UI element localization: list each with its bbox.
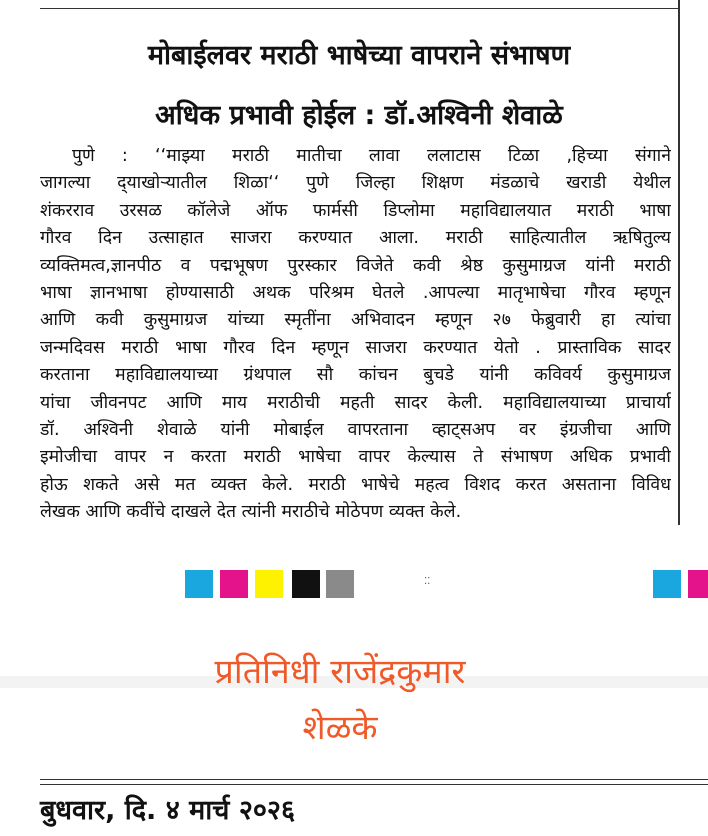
article-headline bbox=[40, 26, 678, 146]
swatch-cyan-right bbox=[653, 570, 681, 598]
headline-line-2: अधिक प्रभावी होईल : डॉ.अश्विनी शेवाळे bbox=[155, 100, 563, 131]
article-line: डॉ. अश्विनी शेवाळे यांनी मोबाईल वापरताना व्हाट्सअप वर इंग्रजीचा आणि bbox=[40, 420, 671, 441]
article-line: व्यक्तिमत्व,ज्ञानपीठ व पद्मभूषण पुरस्कार विजेते कवी श्रेष्ठ कुसुमाग्रज यांनी मराठी bbox=[40, 255, 671, 276]
color-registration-strip bbox=[0, 570, 708, 600]
article-line: इमोजीचा वापर न करता मराठी भाषेचा वापर केल्यास ते संभाषण अधिक प्रभावी bbox=[40, 447, 671, 468]
credit-line-1: प्रतिनिधी राजेंद्रकुमार bbox=[214, 652, 466, 692]
swatch-magenta-right bbox=[688, 570, 708, 598]
article-line: जन्मदिवस मराठी भाषा गौरव दिन म्हणून साजरा करण्यात येतो . प्रास्ताविक सादर bbox=[40, 337, 671, 358]
credit-line-2: शेळके bbox=[302, 708, 378, 748]
top-border bbox=[40, 8, 678, 9]
footer-rule-upper bbox=[40, 779, 708, 780]
swatch-magenta bbox=[220, 570, 248, 598]
article-line: शंकरराव उरसळ कॉलेजे ऑफ फार्मसी डिप्लोमा महाविद्यालयात मराठी भाषा bbox=[40, 200, 671, 221]
article-line: गौरव दिन उत्साहात साजरा करण्यात आला. मराठी साहित्यातील ऋषितुल्य bbox=[40, 228, 671, 249]
article-line: लेखक आणि कवींचे दाखले देत त्यांनी मराठीचे मोठेपण व्यक्त केले. bbox=[40, 502, 462, 523]
swatch-yellow bbox=[255, 570, 283, 598]
swatch-cyan bbox=[185, 570, 213, 598]
swatch-gray bbox=[326, 570, 354, 598]
article-line: पुणे : ‘‘माझ्या मराठी मातीचा लावा ललाटास टिळा ,हिच्या संगाने bbox=[72, 146, 671, 166]
right-border bbox=[678, 0, 680, 525]
registration-dots: ⁚⁚ bbox=[424, 576, 431, 587]
reporter-credit bbox=[140, 644, 540, 756]
article-line: यांचा जीवनपट आणि माय मराठीची महती सादर केली. महाविद्यालयाच्या प्राचार्या bbox=[40, 392, 671, 413]
article-line: भाषा ज्ञानभाषा होण्यासाठी अथक परिश्रम घेतले .आपल्या मातृभाषेचा गौरव म्हणून bbox=[40, 283, 671, 304]
article-body bbox=[40, 143, 671, 527]
article-line: आणि कवी कुसुमाग्रज यांच्या स्मृतींना अभिवादन म्हणून २७ फेब्रुवारी हा त्यांचा bbox=[40, 310, 671, 331]
swatch-black bbox=[292, 570, 320, 598]
article-line: होऊ शकते असे मत व्यक्त केले. मराठी भाषेचे महत्व विशद करत असताना विविध bbox=[40, 474, 671, 495]
dateline: बुधवार, दि. ४ मार्च २०२६ bbox=[40, 795, 295, 826]
headline-line-1: मोबाईलवर मराठी भाषेच्या वापराने संभाषण bbox=[147, 40, 571, 71]
footer-rule-lower bbox=[40, 784, 708, 785]
article-line: जागल्या द्‌याखोऱ्यातील शिळा‘‘ पुणे जिल्हा शिक्षण मंडळाचे खराडी येथील bbox=[40, 173, 671, 194]
article-line: करताना महाविद्यालयाच्या ग्रंथपाल सौ कांचन बुचडे यांनी कविवर्य कुसुमाग्रज bbox=[40, 365, 671, 386]
